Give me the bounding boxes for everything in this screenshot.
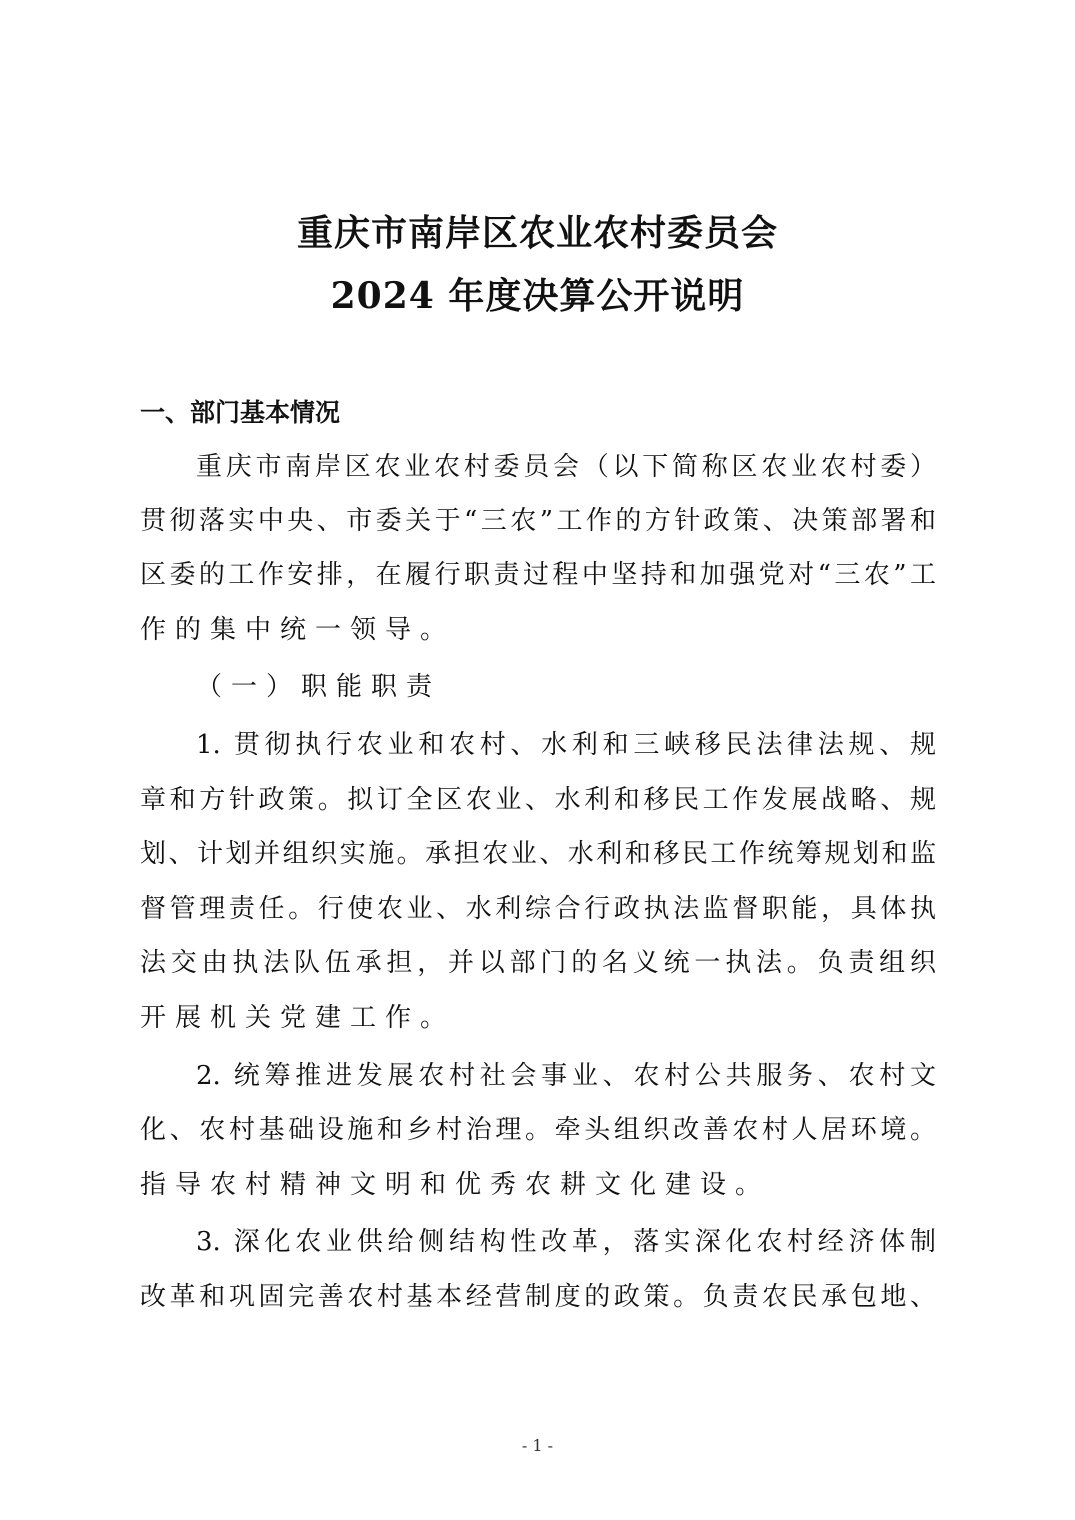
- text-line: 开展机关党建工作。: [140, 1003, 456, 1033]
- text-line: 改革和巩固完善农村基本经营制度的政策。负责农民承包地、: [140, 1282, 936, 1312]
- text-line: 督管理责任。行使农业、水利综合行政执法监督职能，具体执: [140, 894, 936, 924]
- page-number: - 1 -: [521, 1436, 554, 1455]
- text-line: 区委的工作安排，在履行职责过程中坚持和加强党对“三农”工: [140, 560, 936, 590]
- document-title-line-2: 2024 年度决算公开说明: [330, 275, 745, 317]
- text-line: 3. 深化农业供给侧结构性改革，落实深化农村经济体制: [196, 1227, 936, 1257]
- section-heading: 一、部门基本情况: [140, 398, 341, 427]
- text-line: 化、农村基础设施和乡村治理。牵头组织改善农村人居环境。: [140, 1115, 936, 1145]
- document-title-line-1: 重庆市南岸区农业农村委员会: [296, 212, 778, 254]
- text-line: 1. 贯彻执行农业和农村、水利和三峡移民法律法规、规: [196, 730, 936, 760]
- text-line: 贯彻落实中央、市委关于“三农”工作的方针政策、决策部署和: [140, 506, 936, 536]
- text-line: 章和方针政策。拟订全区农业、水利和移民工作发展战略、规: [140, 785, 936, 815]
- text-line: 作的集中统一领导。: [140, 615, 456, 645]
- subheading: （一）职能职责: [196, 672, 442, 702]
- text-line: 指导农村精神文明和优秀农耕文化建设。: [140, 1170, 771, 1200]
- text-line: 划、计划并组织实施。承担农业、水利和移民工作统筹规划和监: [140, 839, 936, 869]
- text-line: 2. 统筹推进发展农村社会事业、农村公共服务、农村文: [196, 1061, 936, 1091]
- text-line: 重庆市南岸区农业农村委员会（以下简称区农业农村委）: [196, 452, 936, 482]
- text-line: 法交由执法队伍承担，并以部门的名义统一执法。负责组织: [140, 948, 936, 978]
